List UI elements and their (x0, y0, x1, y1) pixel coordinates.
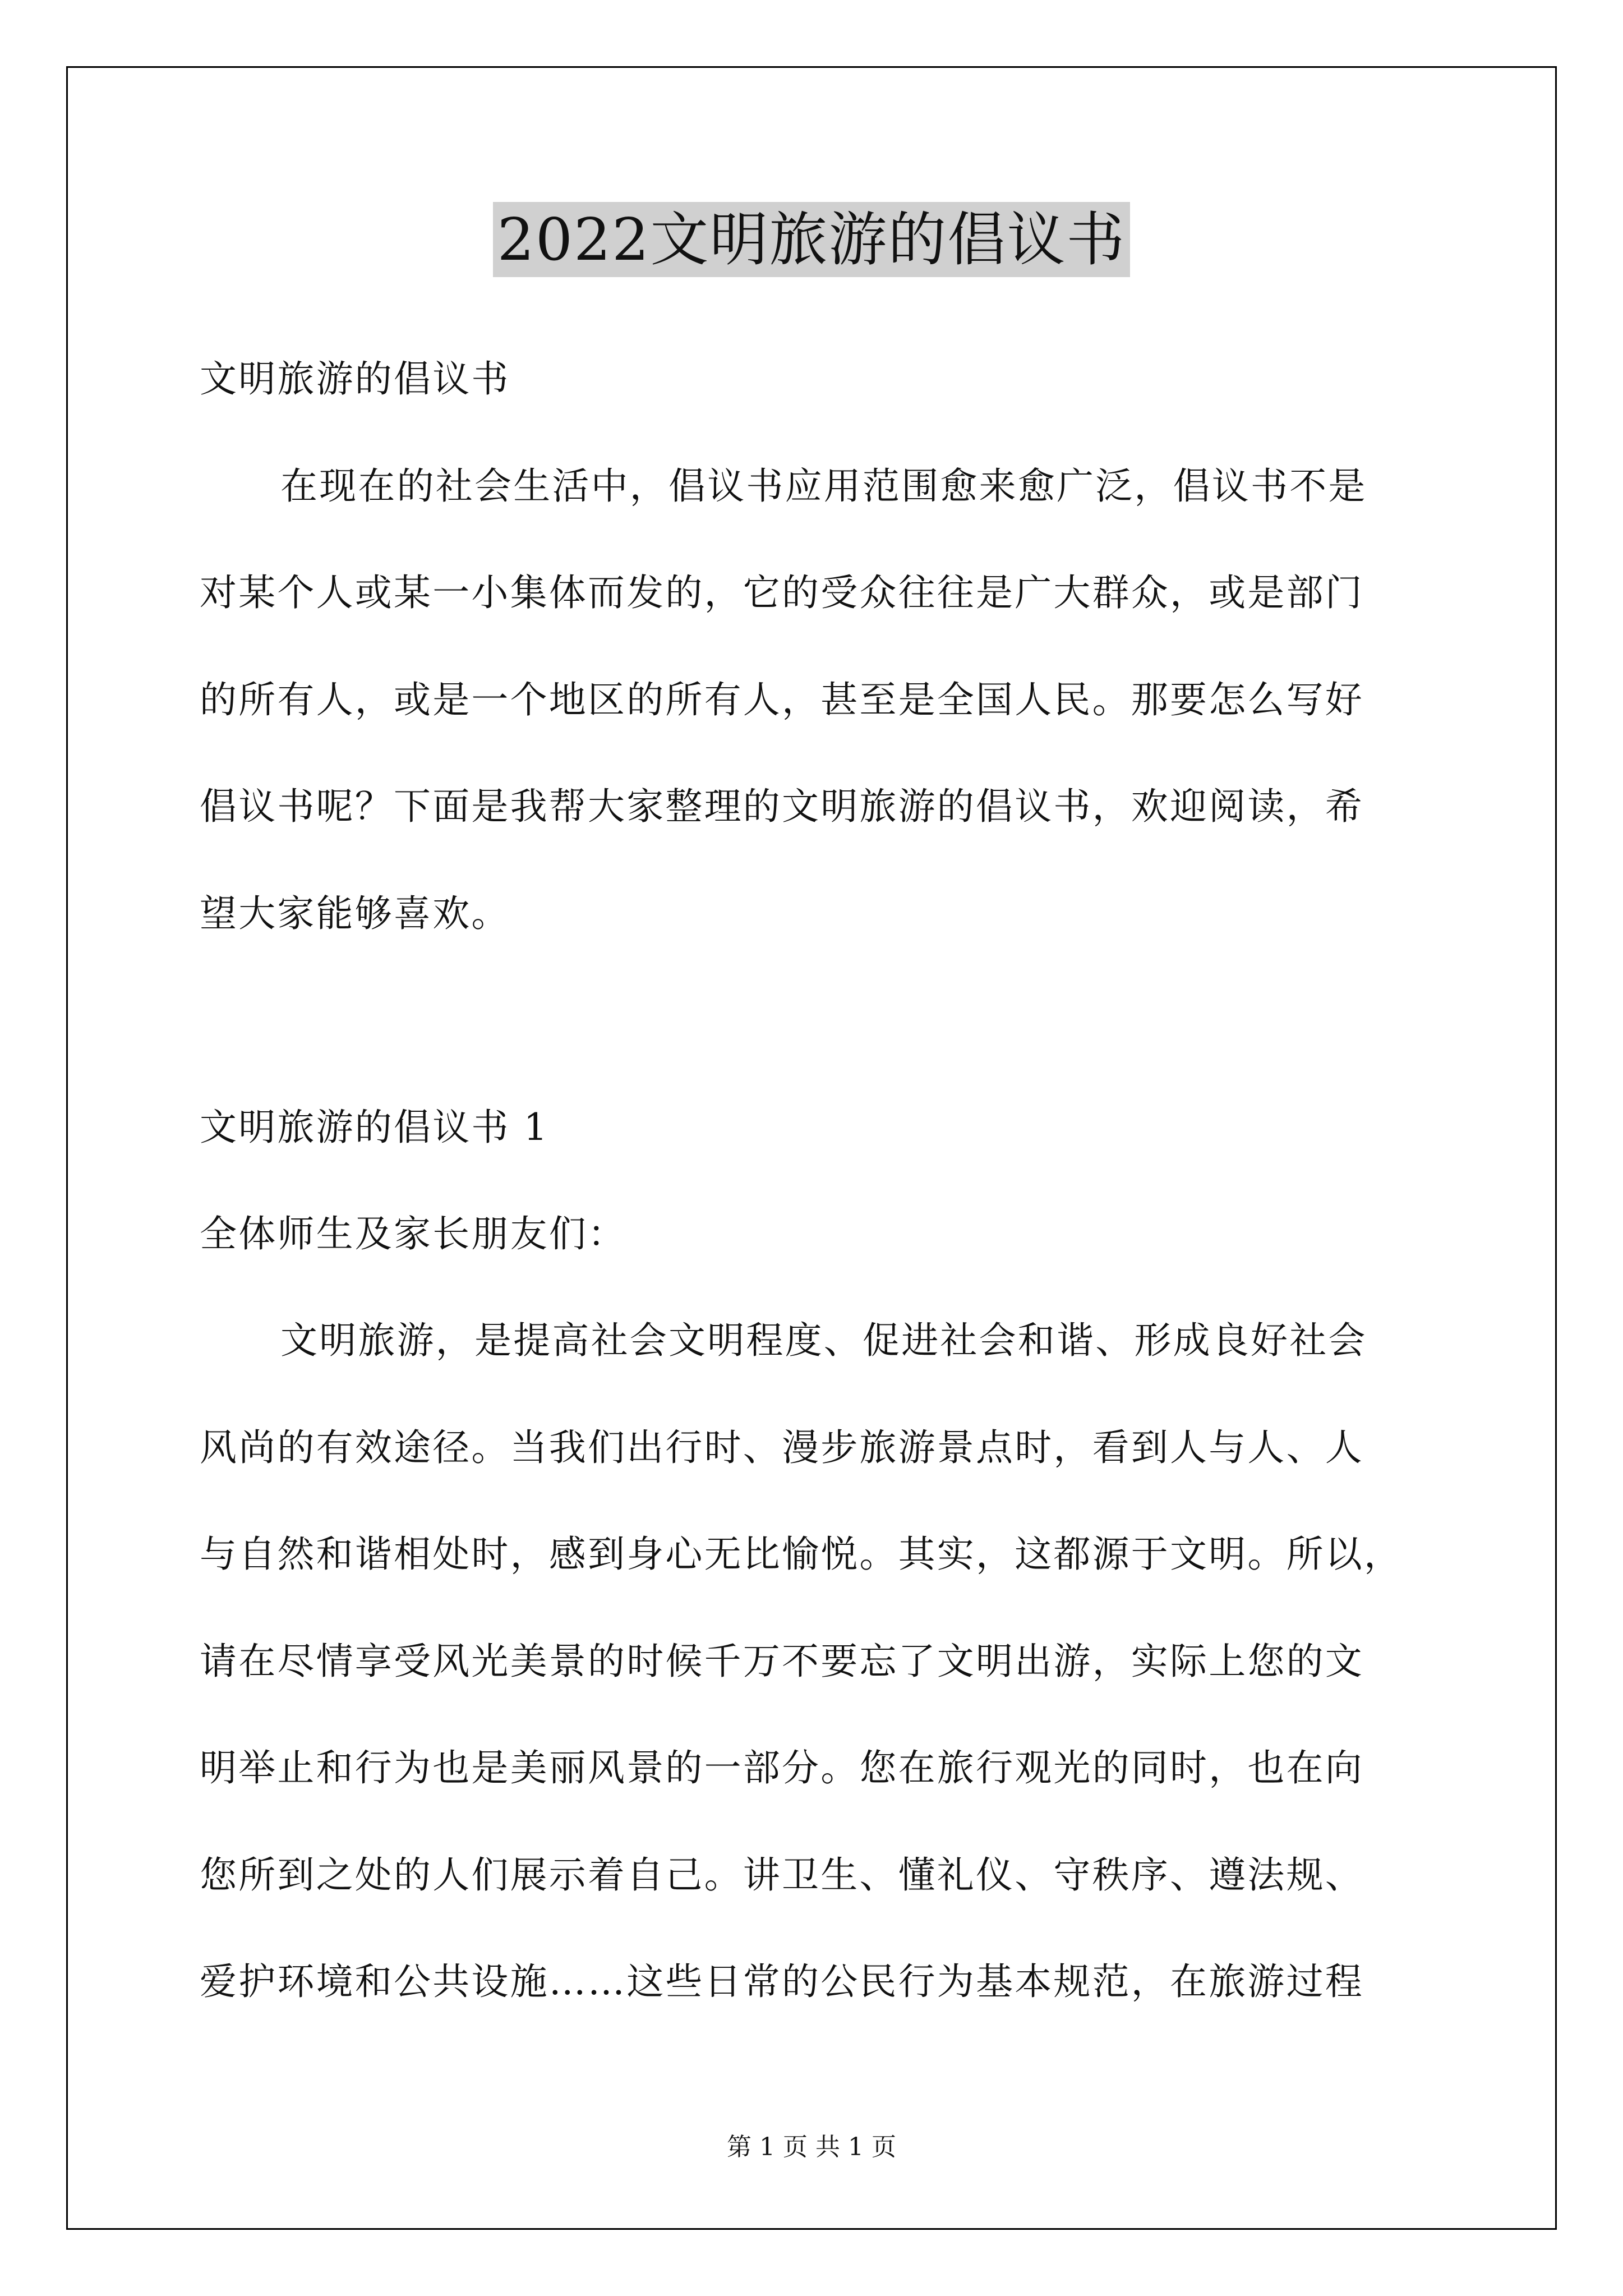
intro-line-4: 倡议书呢？下面是我帮大家整理的文明旅游的倡议书，欢迎阅读，希 (200, 785, 1364, 828)
section-heading: 文明旅游的倡议书 1 (200, 1106, 549, 1149)
intro-line-1: 在现在的社会生活中，倡议书应用范围愈来愈广泛，倡议书不是 (280, 464, 1367, 508)
body-line-5: 明举止和行为也是美丽风景的一部分。您在旅行观光的同时，也在向 (200, 1746, 1364, 1789)
title-container (0, 202, 1623, 277)
intro-line-2: 对某个人或某一小集体而发的，它的受众往往是广大群众，或是部门 (200, 571, 1364, 614)
body-line-7: 爱护环境和公共设施……这些日常的公民行为基本规范，在旅游过程 (200, 1960, 1364, 2003)
body-line-1: 文明旅游，是提高社会文明程度、促进社会和谐、形成良好社会 (280, 1319, 1367, 1362)
body-line-3: 与自然和谐相处时，感到身心无比愉悦。其实，这都源于文明。所以， (200, 1533, 1403, 1576)
page-footer: 第 1 页 共 1 页 (727, 2133, 896, 2161)
intro-line-5: 望大家能够喜欢。 (200, 892, 510, 935)
document-subtitle: 文明旅游的倡议书 (200, 357, 510, 401)
document-title: 2022文明旅游的倡议书 (493, 202, 1131, 277)
salutation: 全体师生及家长朋友们： (200, 1212, 627, 1255)
body-line-4: 请在尽情享受风光美景的时候千万不要忘了文明出游，实际上您的文 (200, 1640, 1364, 1683)
body-line-6: 您所到之处的人们展示着自己。讲卫生、懂礼仪、守秩序、遵法规、 (200, 1853, 1364, 1897)
body-line-2: 风尚的有效途径。当我们出行时、漫步旅游景点时，看到人与人、人 (200, 1426, 1364, 1469)
intro-line-3: 的所有人，或是一个地区的所有人，甚至是全国人民。那要怎么写好 (200, 678, 1364, 721)
